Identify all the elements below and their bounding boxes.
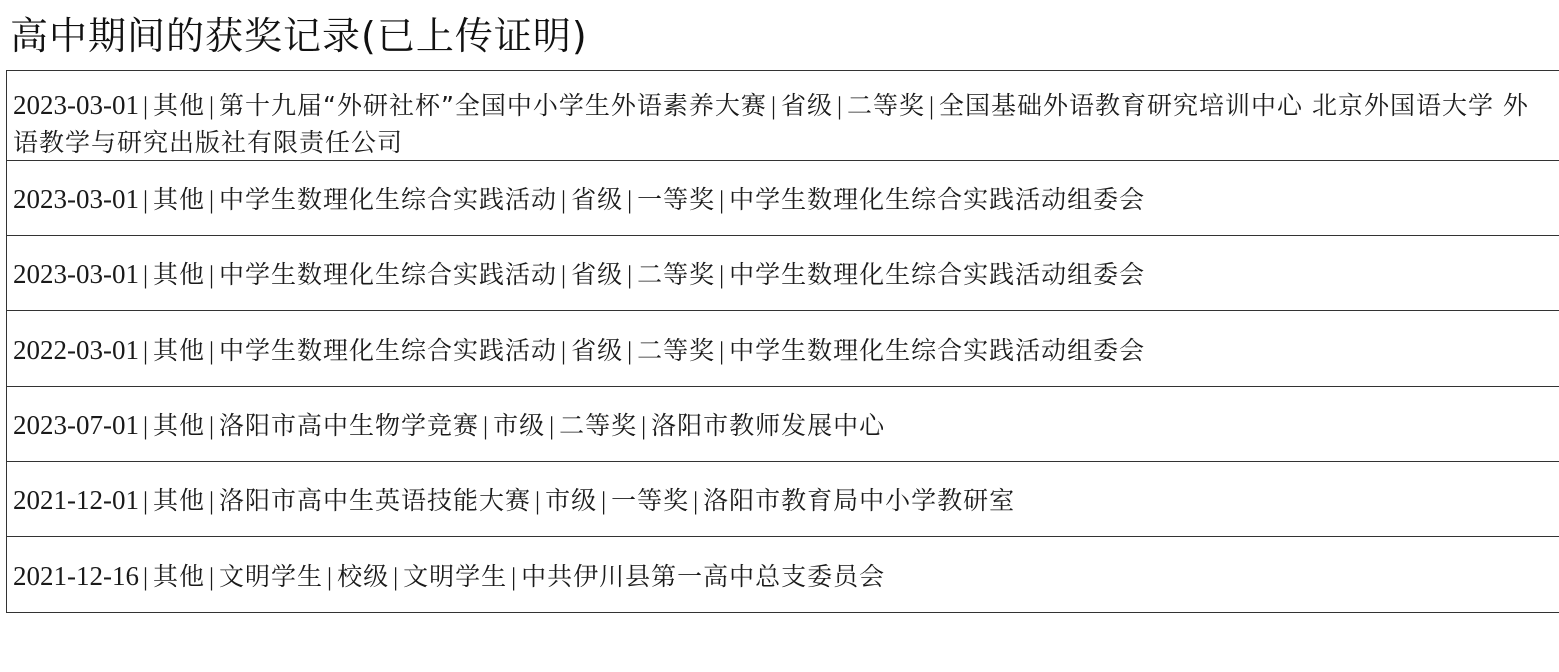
record-type: 其他 <box>153 91 206 120</box>
page-title: 高中期间的获奖记录(已上传证明) <box>10 14 588 58</box>
record-name: 洛阳市高中生英语技能大赛 <box>219 486 532 515</box>
record-award: 一等奖 <box>637 185 716 214</box>
record-date: 2021-12-16 <box>13 560 139 591</box>
record-level: 校级 <box>337 561 390 591</box>
record-text: 2023-03-01 | 其他 | 第十九届“外研社杯”全国中小学生外语素养大赛 | 省级 | 二等奖 | 全国基础外语教育研究培训中心 北京外国语大学 外语教学与研究出版社有限责任公司 <box>13 90 1529 157</box>
record-row <box>7 236 1559 311</box>
record-text: 2022-03-01 | 其他 | 中学生数理化生综合实践活动 | 省级 | 二等奖 | 中学生数理化生综合实践活动组委会 <box>13 334 1146 365</box>
record-type: 其他 <box>153 561 206 591</box>
record-award: 二等奖 <box>846 91 925 120</box>
record-row <box>7 71 1559 161</box>
record-organizer: 洛阳市教育局中小学教研室 <box>703 486 1016 515</box>
record-type: 其他 <box>153 411 206 440</box>
record-organizer: 中共伊川县第一高中总支委员会 <box>521 561 886 591</box>
record-level: 省级 <box>571 185 624 214</box>
record-name: 中学生数理化生综合实践活动 <box>219 185 558 214</box>
record-award: 二等奖 <box>559 411 638 440</box>
record-text: 2023-03-01 | 其他 | 中学生数理化生综合实践活动 | 省级 | 一等奖 | 中学生数理化生综合实践活动组委会 <box>13 184 1146 214</box>
record-date: 2023-03-01 <box>13 90 139 120</box>
record-name: 第十九届“外研社杯”全国中小学生外语素养大赛 <box>219 91 767 120</box>
record-name: 中学生数理化生综合实践活动 <box>219 260 558 289</box>
record-level: 市级 <box>493 411 546 440</box>
record-organizer: 洛阳市教师发展中心 <box>651 411 886 440</box>
record-text: 2021-12-16 | 其他 | 文明学生 | 校级 | 文明学生 | 中共伊川县第一高中总支委员会 <box>13 560 886 591</box>
record-organizer: 中学生数理化生综合实践活动组委会 <box>729 185 1146 214</box>
records-table <box>6 70 1559 613</box>
record-organizer: 中学生数理化生综合实践活动组委会 <box>729 335 1146 365</box>
record-organizer: 全国基础外语教育研究培训中心 北京外国语大学 外语教学与研究出版社有限责任公司 <box>13 91 1529 157</box>
record-row <box>7 161 1559 236</box>
record-text: 2021-12-01 | 其他 | 洛阳市高中生英语技能大赛 | 市级 | 一等奖 | 洛阳市教育局中小学教研室 <box>13 485 1016 515</box>
record-level: 省级 <box>571 335 624 365</box>
record-name: 中学生数理化生综合实践活动 <box>219 335 558 365</box>
record-date: 2023-03-01 <box>13 184 139 214</box>
record-type: 其他 <box>153 486 206 515</box>
record-text: 2023-07-01 | 其他 | 洛阳市高中生物学竞赛 | 市级 | 二等奖 | 洛阳市教师发展中心 <box>13 410 886 440</box>
record-date: 2022-03-01 <box>13 334 139 365</box>
record-row <box>7 462 1559 537</box>
record-date: 2023-07-01 <box>13 410 139 440</box>
record-level: 省级 <box>780 91 833 120</box>
record-award: 二等奖 <box>637 335 716 365</box>
record-type: 其他 <box>153 260 206 289</box>
record-type: 其他 <box>153 185 206 214</box>
record-date: 2023-03-01 <box>13 259 139 289</box>
record-level: 市级 <box>545 486 598 515</box>
record-name: 洛阳市高中生物学竞赛 <box>219 411 480 440</box>
record-date: 2021-12-01 <box>13 485 139 515</box>
record-row <box>7 311 1559 387</box>
record-type: 其他 <box>153 335 206 365</box>
record-row <box>7 387 1559 462</box>
record-level: 省级 <box>571 260 624 289</box>
record-row <box>7 537 1559 613</box>
record-award: 二等奖 <box>637 260 716 289</box>
record-award: 一等奖 <box>611 486 690 515</box>
record-text: 2023-03-01 | 其他 | 中学生数理化生综合实践活动 | 省级 | 二等奖 | 中学生数理化生综合实践活动组委会 <box>13 259 1146 289</box>
record-award: 文明学生 <box>403 561 508 591</box>
record-organizer: 中学生数理化生综合实践活动组委会 <box>729 260 1146 289</box>
record-name: 文明学生 <box>219 561 324 591</box>
